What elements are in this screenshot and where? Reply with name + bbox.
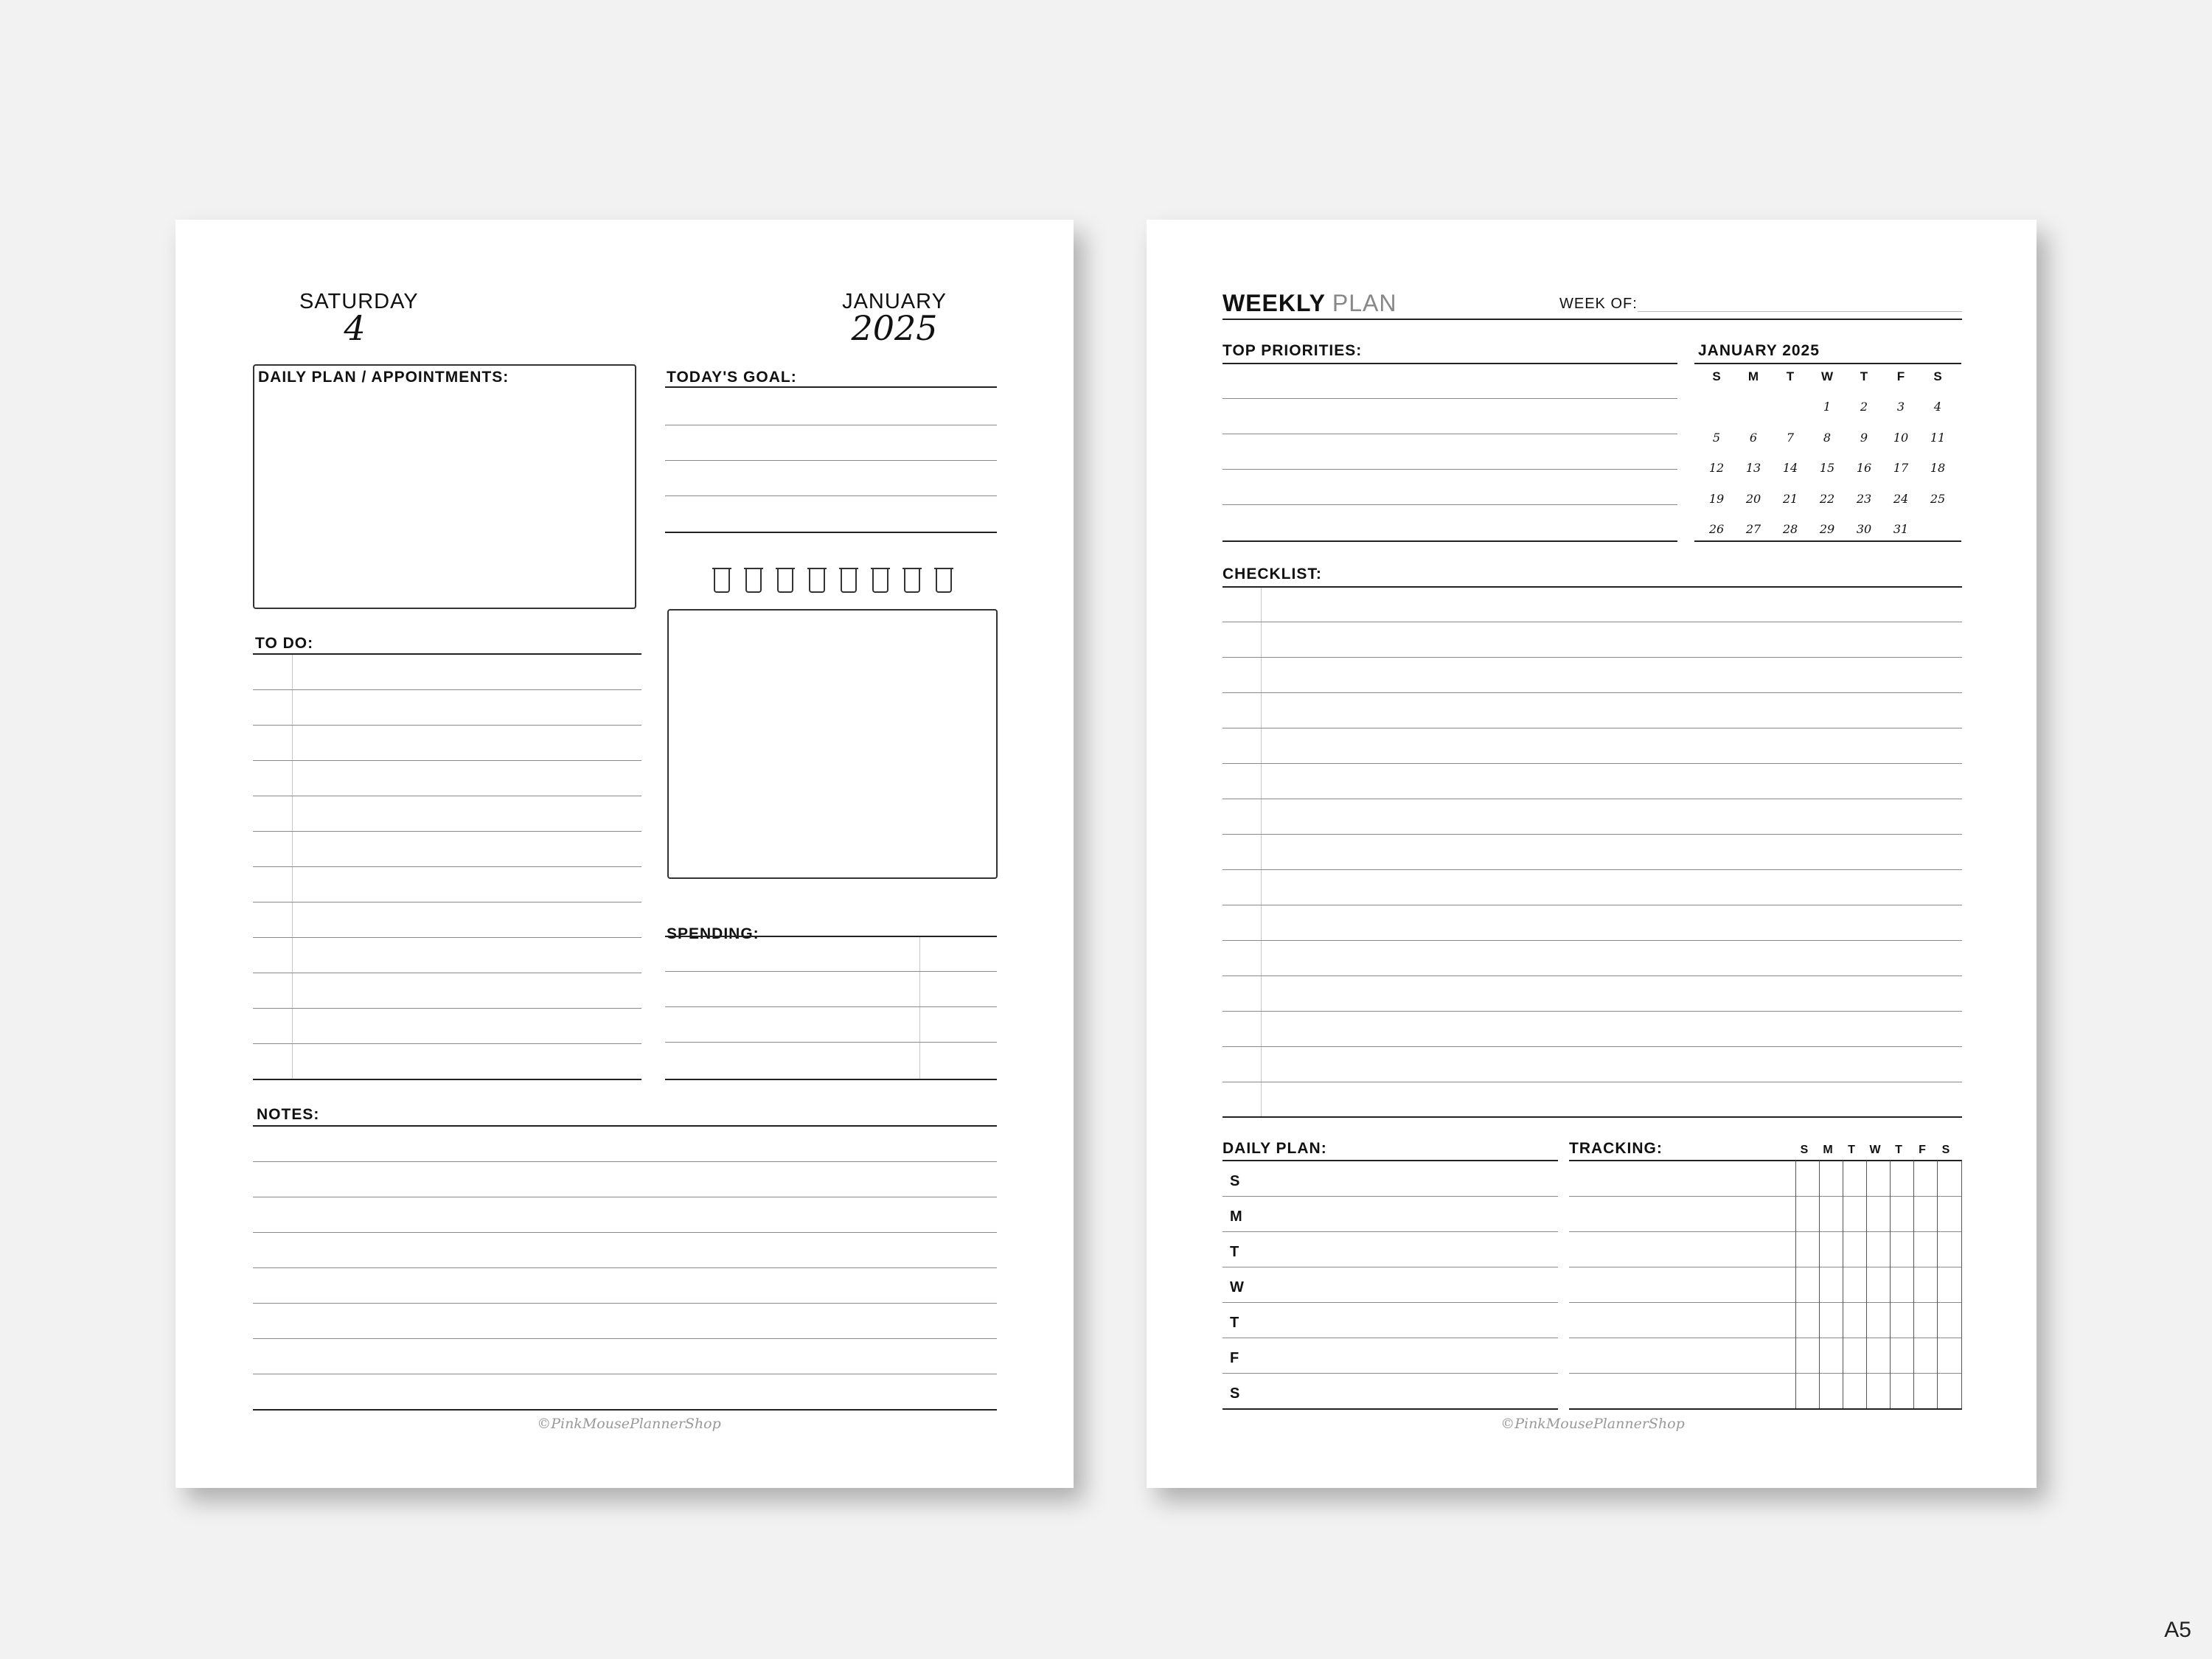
- checklist-line[interactable]: [1222, 940, 1962, 941]
- calendar-day[interactable]: 4: [1933, 400, 1942, 414]
- checklist-line[interactable]: [1222, 975, 1962, 976]
- priorities-label: TOP PRIORITIES:: [1222, 342, 1363, 359]
- calendar-day[interactable]: 20: [1745, 492, 1761, 506]
- priority-line[interactable]: [1222, 504, 1677, 505]
- calendar-day[interactable]: 3: [1896, 400, 1905, 414]
- water-cup-icon[interactable]: [809, 568, 825, 593]
- goal-label: TODAY'S GOAL:: [667, 369, 797, 386]
- day-letter: F: [1230, 1350, 1239, 1366]
- calendar-day[interactable]: 31: [1893, 522, 1909, 536]
- todo-label: TO DO:: [255, 635, 314, 652]
- daily-plan-line[interactable]: [1222, 1196, 1558, 1197]
- priority-line[interactable]: [1222, 469, 1677, 470]
- year-number: 2025: [851, 308, 938, 348]
- water-cup-icon[interactable]: [714, 568, 730, 593]
- weekly-planner-page: [1147, 220, 2037, 1488]
- calendar-day[interactable]: 30: [1856, 522, 1872, 536]
- calendar-title: JANUARY 2025: [1698, 342, 1820, 359]
- calendar-day[interactable]: 23: [1856, 492, 1872, 506]
- tracking-day-header: M: [1823, 1144, 1833, 1156]
- weekday-label: SATURDAY: [299, 290, 419, 313]
- day-letter: T: [1230, 1244, 1239, 1260]
- daily-plan-label: DAILY PLAN / APPOINTMENTS:: [258, 369, 509, 386]
- calendar-weekday-header: S: [1933, 369, 1942, 383]
- calendar-day[interactable]: 21: [1782, 492, 1798, 506]
- month-label: JANUARY: [842, 290, 947, 313]
- priority-line[interactable]: [1222, 398, 1677, 399]
- calendar-day[interactable]: 13: [1745, 461, 1761, 475]
- daily-plan-box[interactable]: [253, 364, 636, 609]
- spending-line[interactable]: [665, 971, 997, 972]
- calendar-weekday-header: T: [1786, 369, 1795, 383]
- daily-planner-page: [175, 220, 1074, 1488]
- checklist-line[interactable]: [1222, 834, 1962, 835]
- calendar-day[interactable]: 7: [1786, 431, 1795, 445]
- notes-line[interactable]: [253, 1232, 997, 1233]
- tracking-day-header: T: [1848, 1144, 1855, 1156]
- notes-line[interactable]: [253, 1303, 997, 1304]
- todo-line[interactable]: [253, 1043, 641, 1044]
- week-of-field[interactable]: [1638, 311, 1962, 312]
- tracking-day-header: S: [1941, 1144, 1950, 1156]
- calendar-day[interactable]: 18: [1930, 461, 1946, 475]
- tracking-line[interactable]: [1569, 1196, 1962, 1197]
- calendar-day[interactable]: 27: [1745, 522, 1761, 536]
- amount-column-divider: [919, 937, 920, 1079]
- spending-line[interactable]: [665, 1006, 997, 1007]
- tracking-day-header: S: [1800, 1144, 1809, 1156]
- water-cup-icon[interactable]: [841, 568, 857, 593]
- todo-line[interactable]: [253, 760, 641, 761]
- calendar-day[interactable]: 15: [1819, 461, 1835, 475]
- goal-line[interactable]: [665, 460, 997, 461]
- tracking-label: TRACKING:: [1569, 1140, 1663, 1157]
- day-letter: S: [1230, 1173, 1240, 1189]
- daily-plan-line[interactable]: [1222, 1373, 1558, 1374]
- calendar-day[interactable]: 12: [1708, 461, 1725, 475]
- calendar-day[interactable]: 11: [1930, 431, 1946, 445]
- checklist-line[interactable]: [1222, 869, 1962, 870]
- week-of-label: WEEK OF:: [1559, 296, 1638, 312]
- calendar-day[interactable]: 9: [1860, 431, 1868, 445]
- water-cup-icon[interactable]: [777, 568, 793, 593]
- calendar-weekday-header: F: [1896, 369, 1905, 383]
- calendar-day[interactable]: 10: [1893, 431, 1909, 445]
- notes-line[interactable]: [253, 1338, 997, 1339]
- tracking-day-header: W: [1869, 1144, 1881, 1156]
- weekly-daily-plan-label: DAILY PLAN:: [1222, 1140, 1327, 1157]
- calendar-day[interactable]: 17: [1893, 461, 1909, 475]
- water-cup-icon[interactable]: [904, 568, 920, 593]
- todo-line[interactable]: [253, 689, 641, 690]
- checklist-line[interactable]: [1222, 657, 1962, 658]
- day-letter: W: [1230, 1279, 1244, 1295]
- tracking-day-header: T: [1895, 1144, 1902, 1156]
- calendar-day[interactable]: 22: [1819, 492, 1835, 506]
- calendar-day[interactable]: 2: [1860, 400, 1868, 414]
- calendar-day[interactable]: 26: [1708, 522, 1725, 536]
- water-cup-icon[interactable]: [872, 568, 888, 593]
- checkbox-column-divider: [292, 655, 293, 1079]
- checklist-line[interactable]: [1222, 1046, 1962, 1047]
- checklist-label: CHECKLIST:: [1222, 566, 1322, 582]
- notes-label: NOTES:: [257, 1106, 320, 1123]
- calendar-day[interactable]: 16: [1856, 461, 1872, 475]
- checklist-line[interactable]: [1222, 692, 1962, 693]
- daily-plan-line[interactable]: [1222, 1302, 1558, 1303]
- checklist-line[interactable]: [1222, 763, 1962, 764]
- calendar-day[interactable]: 28: [1782, 522, 1798, 536]
- tracking-line[interactable]: [1569, 1373, 1962, 1374]
- notes-line[interactable]: [253, 1161, 997, 1162]
- day-letter: S: [1230, 1385, 1240, 1402]
- calendar-weekday-header: W: [1820, 369, 1834, 383]
- tracking-line[interactable]: [1569, 1231, 1962, 1232]
- title-bold: WEEKLY: [1222, 290, 1326, 316]
- tracking-line[interactable]: [1569, 1302, 1962, 1303]
- day-letter: M: [1230, 1208, 1242, 1225]
- water-cup-icon[interactable]: [745, 568, 762, 593]
- todo-line[interactable]: [253, 725, 641, 726]
- shop-watermark: ©PinkMousePlannerShop: [1500, 1416, 1685, 1432]
- calendar-day[interactable]: 14: [1782, 461, 1798, 475]
- todo-line[interactable]: [253, 937, 641, 938]
- day-letter: T: [1230, 1315, 1239, 1331]
- calendar-day[interactable]: 1: [1823, 400, 1832, 414]
- calendar-day[interactable]: 29: [1819, 522, 1835, 536]
- calendar-day[interactable]: 19: [1708, 492, 1725, 506]
- spending-label: SPENDING:: [667, 925, 759, 942]
- calendar-day[interactable]: 25: [1930, 492, 1946, 506]
- day-number: 4: [344, 308, 366, 348]
- goal-line[interactable]: [665, 495, 997, 496]
- title-light: PLAN: [1332, 290, 1397, 316]
- checklist-line[interactable]: [1222, 1011, 1962, 1012]
- water-cup-icon[interactable]: [936, 568, 952, 593]
- calendar-day[interactable]: 24: [1893, 492, 1909, 506]
- calendar-day[interactable]: 8: [1823, 431, 1832, 445]
- calendar-weekday-header: S: [1712, 369, 1721, 383]
- shop-watermark: ©PinkMousePlannerShop: [537, 1416, 721, 1432]
- todo-line[interactable]: [253, 866, 641, 867]
- checkbox-column-divider: [1261, 588, 1262, 1116]
- notes-line[interactable]: [253, 1267, 997, 1268]
- calendar-weekday-header: T: [1860, 369, 1868, 383]
- blank-box[interactable]: [667, 609, 998, 879]
- calendar-weekday-header: M: [1747, 369, 1759, 383]
- tracking-day-header: F: [1919, 1144, 1926, 1156]
- todo-line[interactable]: [253, 831, 641, 832]
- todo-line[interactable]: [253, 1008, 641, 1009]
- daily-plan-line[interactable]: [1222, 1231, 1558, 1232]
- page-title: [1222, 290, 1397, 317]
- spending-line[interactable]: [665, 1042, 997, 1043]
- paper-size-label: A5: [2164, 1618, 2191, 1642]
- calendar-day[interactable]: 5: [1712, 431, 1721, 445]
- calendar-day[interactable]: 6: [1749, 431, 1758, 445]
